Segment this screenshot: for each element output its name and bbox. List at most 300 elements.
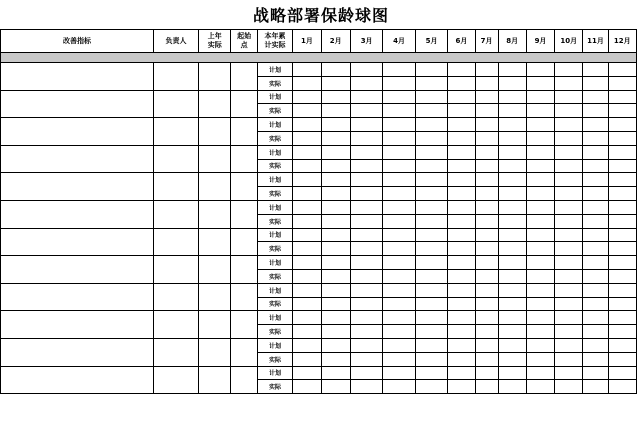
month-cell[interactable] xyxy=(498,352,526,366)
month-cell[interactable] xyxy=(415,131,447,145)
month-cell[interactable] xyxy=(608,283,636,297)
month-cell[interactable] xyxy=(321,338,350,352)
month-cell[interactable] xyxy=(583,338,608,352)
last-year-cell[interactable] xyxy=(199,118,231,146)
month-cell[interactable] xyxy=(555,325,583,339)
month-cell[interactable] xyxy=(350,338,382,352)
last-year-cell[interactable] xyxy=(199,228,231,256)
month-cell[interactable] xyxy=(498,325,526,339)
month-cell[interactable] xyxy=(293,187,321,201)
month-cell[interactable] xyxy=(498,200,526,214)
month-cell[interactable] xyxy=(293,159,321,173)
month-cell[interactable] xyxy=(475,118,498,132)
month-cell[interactable] xyxy=(321,242,350,256)
month-cell[interactable] xyxy=(383,187,415,201)
month-cell[interactable] xyxy=(526,297,554,311)
month-cell[interactable] xyxy=(350,269,382,283)
objective-cell[interactable] xyxy=(1,173,154,201)
month-cell[interactable] xyxy=(475,76,498,90)
month-cell[interactable] xyxy=(448,352,475,366)
month-cell[interactable] xyxy=(448,90,475,104)
month-cell[interactable] xyxy=(475,104,498,118)
owner-cell[interactable] xyxy=(153,283,198,311)
owner-cell[interactable] xyxy=(153,145,198,173)
month-cell[interactable] xyxy=(415,76,447,90)
month-cell[interactable] xyxy=(475,352,498,366)
month-cell[interactable] xyxy=(350,131,382,145)
month-cell[interactable] xyxy=(350,63,382,77)
month-cell[interactable] xyxy=(583,118,608,132)
month-cell[interactable] xyxy=(583,242,608,256)
month-cell[interactable] xyxy=(415,118,447,132)
month-cell[interactable] xyxy=(583,311,608,325)
month-cell[interactable] xyxy=(555,283,583,297)
month-cell[interactable] xyxy=(555,366,583,380)
month-cell[interactable] xyxy=(448,214,475,228)
start-point-cell[interactable] xyxy=(231,118,257,146)
month-cell[interactable] xyxy=(498,269,526,283)
month-cell[interactable] xyxy=(475,380,498,394)
month-cell[interactable] xyxy=(583,297,608,311)
month-cell[interactable] xyxy=(415,283,447,297)
start-point-cell[interactable] xyxy=(231,145,257,173)
month-cell[interactable] xyxy=(583,187,608,201)
month-cell[interactable] xyxy=(475,63,498,77)
month-cell[interactable] xyxy=(608,242,636,256)
month-cell[interactable] xyxy=(415,214,447,228)
month-cell[interactable] xyxy=(448,228,475,242)
month-cell[interactable] xyxy=(448,366,475,380)
month-cell[interactable] xyxy=(448,118,475,132)
last-year-cell[interactable] xyxy=(199,200,231,228)
month-cell[interactable] xyxy=(475,297,498,311)
month-cell[interactable] xyxy=(555,200,583,214)
month-cell[interactable] xyxy=(498,380,526,394)
month-cell[interactable] xyxy=(555,297,583,311)
month-cell[interactable] xyxy=(321,352,350,366)
month-cell[interactable] xyxy=(448,380,475,394)
month-cell[interactable] xyxy=(293,325,321,339)
month-cell[interactable] xyxy=(555,159,583,173)
month-cell[interactable] xyxy=(608,118,636,132)
objective-cell[interactable] xyxy=(1,145,154,173)
month-cell[interactable] xyxy=(383,366,415,380)
owner-cell[interactable] xyxy=(153,366,198,394)
month-cell[interactable] xyxy=(583,63,608,77)
month-cell[interactable] xyxy=(526,145,554,159)
month-cell[interactable] xyxy=(526,90,554,104)
month-cell[interactable] xyxy=(415,366,447,380)
month-cell[interactable] xyxy=(608,214,636,228)
month-cell[interactable] xyxy=(555,76,583,90)
objective-cell[interactable] xyxy=(1,63,154,91)
month-cell[interactable] xyxy=(293,76,321,90)
month-cell[interactable] xyxy=(498,159,526,173)
month-cell[interactable] xyxy=(350,187,382,201)
month-cell[interactable] xyxy=(583,131,608,145)
month-cell[interactable] xyxy=(448,76,475,90)
month-cell[interactable] xyxy=(555,118,583,132)
month-cell[interactable] xyxy=(350,366,382,380)
start-point-cell[interactable] xyxy=(231,63,257,91)
start-point-cell[interactable] xyxy=(231,283,257,311)
month-cell[interactable] xyxy=(448,338,475,352)
month-cell[interactable] xyxy=(321,269,350,283)
month-cell[interactable] xyxy=(383,145,415,159)
month-cell[interactable] xyxy=(415,228,447,242)
month-cell[interactable] xyxy=(498,311,526,325)
month-cell[interactable] xyxy=(293,173,321,187)
owner-cell[interactable] xyxy=(153,311,198,339)
month-cell[interactable] xyxy=(448,63,475,77)
month-cell[interactable] xyxy=(608,256,636,270)
last-year-cell[interactable] xyxy=(199,90,231,118)
month-cell[interactable] xyxy=(608,200,636,214)
month-cell[interactable] xyxy=(321,118,350,132)
month-cell[interactable] xyxy=(293,311,321,325)
month-cell[interactable] xyxy=(293,380,321,394)
month-cell[interactable] xyxy=(555,104,583,118)
month-cell[interactable] xyxy=(583,325,608,339)
month-cell[interactable] xyxy=(526,380,554,394)
start-point-cell[interactable] xyxy=(231,311,257,339)
month-cell[interactable] xyxy=(321,76,350,90)
month-cell[interactable] xyxy=(350,311,382,325)
last-year-cell[interactable] xyxy=(199,311,231,339)
month-cell[interactable] xyxy=(498,145,526,159)
month-cell[interactable] xyxy=(415,104,447,118)
month-cell[interactable] xyxy=(608,159,636,173)
month-cell[interactable] xyxy=(526,338,554,352)
month-cell[interactable] xyxy=(526,159,554,173)
month-cell[interactable] xyxy=(608,187,636,201)
month-cell[interactable] xyxy=(293,118,321,132)
month-cell[interactable] xyxy=(415,200,447,214)
owner-cell[interactable] xyxy=(153,338,198,366)
month-cell[interactable] xyxy=(350,325,382,339)
month-cell[interactable] xyxy=(526,256,554,270)
month-cell[interactable] xyxy=(383,214,415,228)
month-cell[interactable] xyxy=(475,145,498,159)
month-cell[interactable] xyxy=(475,173,498,187)
owner-cell[interactable] xyxy=(153,118,198,146)
month-cell[interactable] xyxy=(583,90,608,104)
month-cell[interactable] xyxy=(555,173,583,187)
objective-cell[interactable] xyxy=(1,118,154,146)
month-cell[interactable] xyxy=(415,159,447,173)
month-cell[interactable] xyxy=(608,325,636,339)
month-cell[interactable] xyxy=(321,256,350,270)
month-cell[interactable] xyxy=(583,145,608,159)
month-cell[interactable] xyxy=(350,214,382,228)
month-cell[interactable] xyxy=(383,76,415,90)
month-cell[interactable] xyxy=(608,228,636,242)
month-cell[interactable] xyxy=(415,352,447,366)
month-cell[interactable] xyxy=(526,104,554,118)
month-cell[interactable] xyxy=(475,228,498,242)
month-cell[interactable] xyxy=(383,269,415,283)
start-point-cell[interactable] xyxy=(231,200,257,228)
month-cell[interactable] xyxy=(583,228,608,242)
start-point-cell[interactable] xyxy=(231,90,257,118)
last-year-cell[interactable] xyxy=(199,173,231,201)
month-cell[interactable] xyxy=(448,200,475,214)
month-cell[interactable] xyxy=(498,283,526,297)
month-cell[interactable] xyxy=(498,297,526,311)
month-cell[interactable] xyxy=(321,311,350,325)
month-cell[interactable] xyxy=(448,325,475,339)
month-cell[interactable] xyxy=(526,214,554,228)
month-cell[interactable] xyxy=(583,214,608,228)
month-cell[interactable] xyxy=(608,366,636,380)
month-cell[interactable] xyxy=(498,228,526,242)
month-cell[interactable] xyxy=(526,352,554,366)
month-cell[interactable] xyxy=(526,366,554,380)
month-cell[interactable] xyxy=(526,269,554,283)
month-cell[interactable] xyxy=(321,159,350,173)
month-cell[interactable] xyxy=(475,256,498,270)
month-cell[interactable] xyxy=(383,283,415,297)
month-cell[interactable] xyxy=(475,200,498,214)
month-cell[interactable] xyxy=(475,90,498,104)
month-cell[interactable] xyxy=(583,256,608,270)
month-cell[interactable] xyxy=(293,131,321,145)
month-cell[interactable] xyxy=(555,187,583,201)
month-cell[interactable] xyxy=(608,104,636,118)
objective-cell[interactable] xyxy=(1,90,154,118)
month-cell[interactable] xyxy=(555,90,583,104)
last-year-cell[interactable] xyxy=(199,283,231,311)
month-cell[interactable] xyxy=(293,352,321,366)
last-year-cell[interactable] xyxy=(199,145,231,173)
month-cell[interactable] xyxy=(293,283,321,297)
month-cell[interactable] xyxy=(448,311,475,325)
month-cell[interactable] xyxy=(350,242,382,256)
month-cell[interactable] xyxy=(321,145,350,159)
month-cell[interactable] xyxy=(475,187,498,201)
month-cell[interactable] xyxy=(498,242,526,256)
month-cell[interactable] xyxy=(350,297,382,311)
month-cell[interactable] xyxy=(350,104,382,118)
month-cell[interactable] xyxy=(526,242,554,256)
month-cell[interactable] xyxy=(383,173,415,187)
owner-cell[interactable] xyxy=(153,228,198,256)
month-cell[interactable] xyxy=(293,214,321,228)
month-cell[interactable] xyxy=(350,200,382,214)
objective-cell[interactable] xyxy=(1,338,154,366)
month-cell[interactable] xyxy=(526,173,554,187)
month-cell[interactable] xyxy=(475,325,498,339)
month-cell[interactable] xyxy=(475,242,498,256)
start-point-cell[interactable] xyxy=(231,366,257,394)
objective-cell[interactable] xyxy=(1,200,154,228)
month-cell[interactable] xyxy=(321,214,350,228)
month-cell[interactable] xyxy=(415,63,447,77)
month-cell[interactable] xyxy=(475,269,498,283)
month-cell[interactable] xyxy=(383,200,415,214)
month-cell[interactable] xyxy=(448,187,475,201)
month-cell[interactable] xyxy=(583,173,608,187)
month-cell[interactable] xyxy=(448,297,475,311)
month-cell[interactable] xyxy=(498,338,526,352)
month-cell[interactable] xyxy=(608,352,636,366)
month-cell[interactable] xyxy=(383,325,415,339)
month-cell[interactable] xyxy=(583,352,608,366)
month-cell[interactable] xyxy=(555,338,583,352)
month-cell[interactable] xyxy=(555,352,583,366)
month-cell[interactable] xyxy=(526,200,554,214)
month-cell[interactable] xyxy=(448,145,475,159)
last-year-cell[interactable] xyxy=(199,256,231,284)
objective-cell[interactable] xyxy=(1,256,154,284)
month-cell[interactable] xyxy=(383,63,415,77)
month-cell[interactable] xyxy=(415,173,447,187)
month-cell[interactable] xyxy=(415,325,447,339)
month-cell[interactable] xyxy=(555,63,583,77)
month-cell[interactable] xyxy=(350,118,382,132)
month-cell[interactable] xyxy=(475,366,498,380)
last-year-cell[interactable] xyxy=(199,366,231,394)
month-cell[interactable] xyxy=(293,366,321,380)
month-cell[interactable] xyxy=(498,187,526,201)
month-cell[interactable] xyxy=(555,269,583,283)
month-cell[interactable] xyxy=(498,366,526,380)
month-cell[interactable] xyxy=(498,104,526,118)
owner-cell[interactable] xyxy=(153,256,198,284)
month-cell[interactable] xyxy=(526,63,554,77)
month-cell[interactable] xyxy=(555,311,583,325)
month-cell[interactable] xyxy=(555,145,583,159)
month-cell[interactable] xyxy=(498,173,526,187)
month-cell[interactable] xyxy=(350,159,382,173)
month-cell[interactable] xyxy=(383,380,415,394)
month-cell[interactable] xyxy=(608,173,636,187)
month-cell[interactable] xyxy=(583,200,608,214)
objective-cell[interactable] xyxy=(1,283,154,311)
month-cell[interactable] xyxy=(350,352,382,366)
month-cell[interactable] xyxy=(448,159,475,173)
owner-cell[interactable] xyxy=(153,200,198,228)
month-cell[interactable] xyxy=(526,131,554,145)
month-cell[interactable] xyxy=(383,104,415,118)
month-cell[interactable] xyxy=(293,104,321,118)
month-cell[interactable] xyxy=(555,214,583,228)
month-cell[interactable] xyxy=(350,256,382,270)
month-cell[interactable] xyxy=(608,145,636,159)
month-cell[interactable] xyxy=(526,228,554,242)
month-cell[interactable] xyxy=(293,297,321,311)
month-cell[interactable] xyxy=(383,242,415,256)
month-cell[interactable] xyxy=(448,242,475,256)
month-cell[interactable] xyxy=(475,131,498,145)
month-cell[interactable] xyxy=(526,187,554,201)
month-cell[interactable] xyxy=(475,338,498,352)
month-cell[interactable] xyxy=(321,380,350,394)
month-cell[interactable] xyxy=(526,325,554,339)
month-cell[interactable] xyxy=(498,90,526,104)
month-cell[interactable] xyxy=(321,104,350,118)
last-year-cell[interactable] xyxy=(199,338,231,366)
month-cell[interactable] xyxy=(448,173,475,187)
month-cell[interactable] xyxy=(350,90,382,104)
month-cell[interactable] xyxy=(321,187,350,201)
month-cell[interactable] xyxy=(293,269,321,283)
start-point-cell[interactable] xyxy=(231,256,257,284)
month-cell[interactable] xyxy=(608,297,636,311)
month-cell[interactable] xyxy=(350,173,382,187)
month-cell[interactable] xyxy=(526,283,554,297)
month-cell[interactable] xyxy=(583,269,608,283)
month-cell[interactable] xyxy=(448,269,475,283)
month-cell[interactable] xyxy=(321,90,350,104)
month-cell[interactable] xyxy=(583,159,608,173)
month-cell[interactable] xyxy=(608,90,636,104)
month-cell[interactable] xyxy=(555,256,583,270)
month-cell[interactable] xyxy=(321,131,350,145)
month-cell[interactable] xyxy=(555,228,583,242)
month-cell[interactable] xyxy=(321,283,350,297)
month-cell[interactable] xyxy=(608,76,636,90)
objective-cell[interactable] xyxy=(1,311,154,339)
last-year-cell[interactable] xyxy=(199,63,231,91)
month-cell[interactable] xyxy=(583,76,608,90)
month-cell[interactable] xyxy=(608,269,636,283)
month-cell[interactable] xyxy=(498,131,526,145)
month-cell[interactable] xyxy=(383,256,415,270)
month-cell[interactable] xyxy=(475,214,498,228)
month-cell[interactable] xyxy=(321,63,350,77)
month-cell[interactable] xyxy=(293,200,321,214)
month-cell[interactable] xyxy=(350,283,382,297)
month-cell[interactable] xyxy=(383,159,415,173)
month-cell[interactable] xyxy=(498,256,526,270)
objective-cell[interactable] xyxy=(1,228,154,256)
month-cell[interactable] xyxy=(350,76,382,90)
month-cell[interactable] xyxy=(293,242,321,256)
month-cell[interactable] xyxy=(498,214,526,228)
month-cell[interactable] xyxy=(555,380,583,394)
month-cell[interactable] xyxy=(321,200,350,214)
month-cell[interactable] xyxy=(415,338,447,352)
month-cell[interactable] xyxy=(608,311,636,325)
month-cell[interactable] xyxy=(293,228,321,242)
owner-cell[interactable] xyxy=(153,63,198,91)
month-cell[interactable] xyxy=(415,311,447,325)
month-cell[interactable] xyxy=(415,145,447,159)
month-cell[interactable] xyxy=(583,283,608,297)
month-cell[interactable] xyxy=(415,380,447,394)
month-cell[interactable] xyxy=(350,145,382,159)
month-cell[interactable] xyxy=(383,297,415,311)
month-cell[interactable] xyxy=(448,131,475,145)
owner-cell[interactable] xyxy=(153,173,198,201)
month-cell[interactable] xyxy=(448,104,475,118)
month-cell[interactable] xyxy=(583,380,608,394)
month-cell[interactable] xyxy=(608,131,636,145)
start-point-cell[interactable] xyxy=(231,173,257,201)
month-cell[interactable] xyxy=(415,187,447,201)
owner-cell[interactable] xyxy=(153,90,198,118)
month-cell[interactable] xyxy=(415,90,447,104)
month-cell[interactable] xyxy=(293,145,321,159)
start-point-cell[interactable] xyxy=(231,338,257,366)
month-cell[interactable] xyxy=(475,311,498,325)
month-cell[interactable] xyxy=(475,283,498,297)
start-point-cell[interactable] xyxy=(231,228,257,256)
month-cell[interactable] xyxy=(383,131,415,145)
month-cell[interactable] xyxy=(383,90,415,104)
month-cell[interactable] xyxy=(383,338,415,352)
